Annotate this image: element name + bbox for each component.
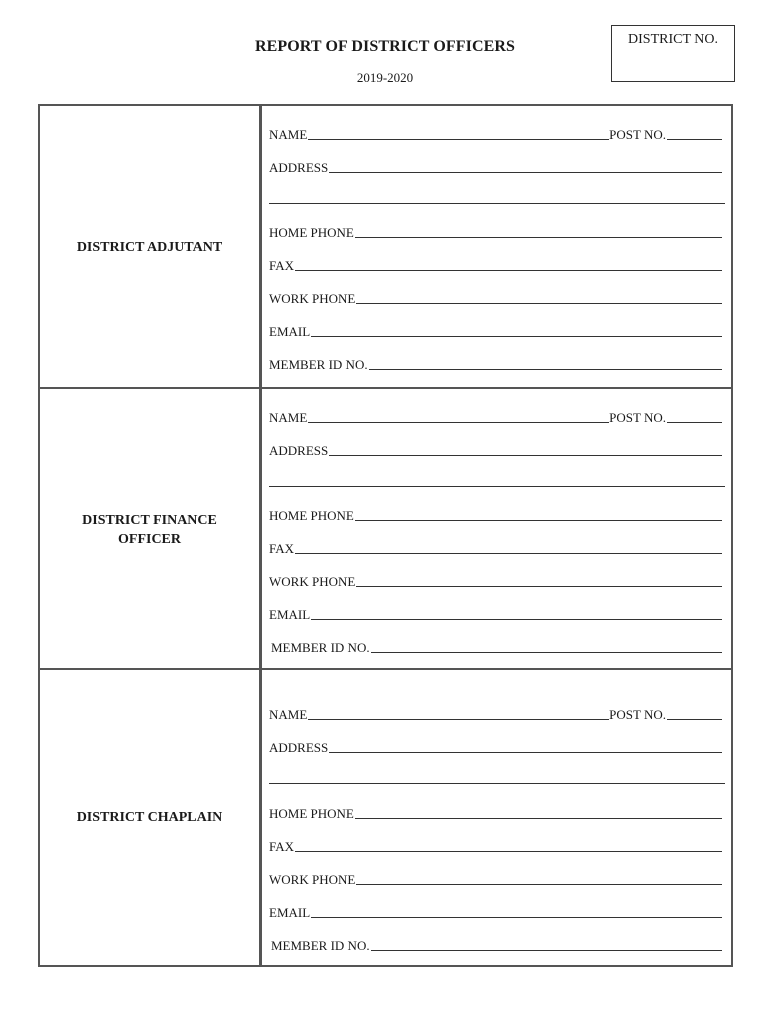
work-phone-label: WORK PHONE [269, 872, 356, 887]
role-label [40, 106, 262, 389]
page-title: REPORT OF DISTRICT OFFICERS [254, 38, 516, 55]
address-field[interactable] [269, 439, 722, 459]
member-id-field[interactable] [271, 934, 722, 954]
fax-label: FAX [269, 839, 295, 854]
fax-label: FAX [269, 258, 295, 273]
role-label [40, 670, 262, 965]
address-line-2[interactable] [269, 203, 725, 204]
home-phone-field[interactable] [269, 802, 722, 822]
fields-group [262, 106, 731, 389]
home-phone-field[interactable] [269, 221, 722, 241]
name-field[interactable] [269, 406, 722, 426]
work-phone-field[interactable] [269, 287, 722, 307]
name-label: NAME [269, 410, 308, 425]
email-label: EMAIL [269, 607, 311, 622]
name-label: NAME [269, 707, 308, 722]
section-district-chaplain [40, 668, 731, 965]
email-field[interactable] [269, 320, 722, 340]
work-phone-field[interactable] [269, 570, 722, 590]
section-district-finance-officer [40, 387, 731, 670]
work-phone-field[interactable] [269, 868, 722, 888]
name-label: NAME [269, 127, 308, 142]
address-label: ADDRESS [269, 740, 329, 755]
home-phone-label: HOME PHONE [269, 508, 354, 523]
home-phone-field[interactable] [269, 504, 722, 524]
section-district-adjutant [40, 106, 731, 389]
role-label-line1: DISTRICT CHAPLAIN [76, 810, 223, 825]
work-phone-label: WORK PHONE [269, 574, 356, 589]
fax-field[interactable] [269, 254, 722, 274]
member-id-label: MEMBER ID NO. [271, 640, 370, 655]
address-line-2[interactable] [269, 486, 725, 487]
address-field[interactable] [269, 156, 722, 176]
fax-label: FAX [269, 541, 295, 556]
role-label [40, 389, 262, 670]
fields-group [262, 389, 731, 670]
name-field[interactable] [269, 703, 722, 723]
report-year: 2019-2020 [356, 70, 414, 85]
email-label: EMAIL [269, 905, 311, 920]
district-no-label: DISTRICT NO. [628, 32, 718, 47]
district-no-box[interactable] [611, 25, 735, 82]
email-field[interactable] [269, 603, 722, 623]
home-phone-label: HOME PHONE [269, 225, 354, 240]
email-field[interactable] [269, 901, 722, 921]
fax-field[interactable] [269, 835, 722, 855]
email-label: EMAIL [269, 324, 311, 339]
address-label: ADDRESS [269, 443, 329, 458]
fields-group [262, 670, 731, 965]
role-label-line1: DISTRICT ADJUTANT [76, 240, 223, 255]
member-id-label: MEMBER ID NO. [269, 357, 368, 372]
home-phone-label: HOME PHONE [269, 806, 354, 821]
role-label-line1: DISTRICT FINANCE [82, 512, 217, 528]
member-id-field[interactable] [269, 353, 722, 373]
address-label: ADDRESS [269, 160, 329, 175]
post-no-label: POST NO. [609, 127, 666, 142]
post-no-label: POST NO. [609, 410, 666, 425]
post-no-label: POST NO. [609, 707, 666, 722]
address-line-2[interactable] [269, 783, 725, 784]
member-id-field[interactable] [271, 636, 722, 656]
officer-form-table [38, 104, 733, 967]
member-id-label: MEMBER ID NO. [271, 938, 370, 953]
address-field[interactable] [269, 736, 722, 756]
role-label-line2: OFFICER [118, 531, 181, 547]
fax-field[interactable] [269, 537, 722, 557]
work-phone-label: WORK PHONE [269, 291, 356, 306]
name-field[interactable] [269, 123, 722, 143]
